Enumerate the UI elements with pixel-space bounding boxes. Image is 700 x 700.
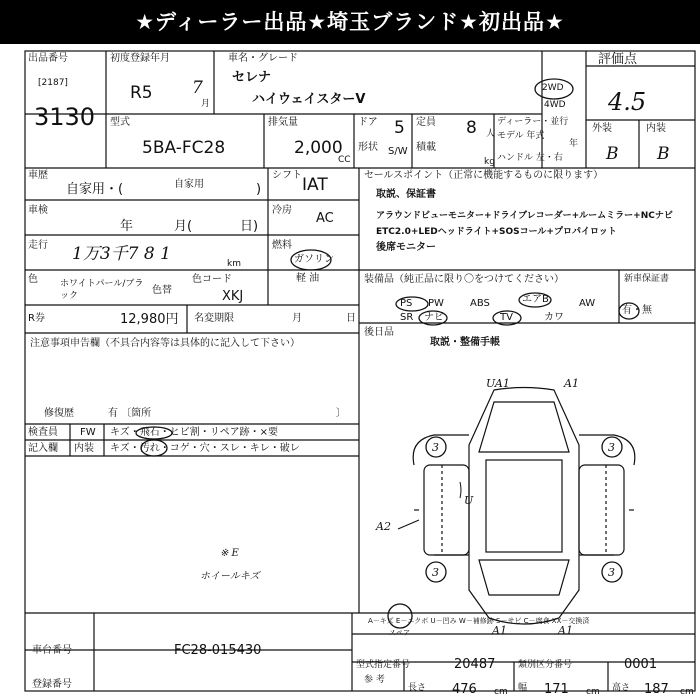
- vehicle-diagram: [413, 388, 635, 625]
- drive-4wd: 4WD: [544, 100, 566, 110]
- km-unit: km: [227, 259, 241, 269]
- first-reg-era: R5: [130, 83, 153, 103]
- grade-label: 評価点: [598, 52, 638, 67]
- equip-aw: AW: [579, 298, 596, 309]
- sales-points-label: セールスポイント（正常に機能するものに限ります）: [364, 170, 604, 181]
- height-unit: cm: [680, 687, 694, 697]
- diagram-code-front-left: UA1: [486, 377, 510, 390]
- chassis-label: 車台番号: [32, 645, 72, 656]
- type-number-label: 型式指定番号: [356, 660, 411, 670]
- inspection-year: 年: [120, 219, 134, 234]
- inspection-day: 日): [240, 219, 259, 234]
- inspection-month: 月(: [174, 219, 193, 234]
- sales-point-3: ETC2.0+LEDヘッドライト+SOSコール+プロパイロット: [376, 227, 617, 237]
- kg-unit: kg: [484, 157, 495, 167]
- repair-history-close: 〕: [336, 408, 346, 419]
- drive-2wd: 2WD: [542, 83, 564, 93]
- length-label: 長さ: [408, 683, 427, 693]
- shift-label: シフト: [272, 170, 302, 181]
- ac-value: AC: [316, 211, 334, 226]
- width-value: 171: [544, 682, 569, 697]
- inspector-note-1: ※ E: [220, 548, 239, 559]
- cc-unit: CC: [338, 155, 351, 165]
- equip-navi: ナビ: [424, 312, 444, 323]
- capacity: 8: [466, 118, 477, 138]
- color-code-label: 色コード: [192, 274, 232, 285]
- doors: 5: [394, 118, 405, 138]
- car-name: セレナ: [232, 70, 272, 85]
- diagram-code-rr-wheel: 3: [608, 566, 615, 579]
- color-code: XKJ: [222, 289, 244, 304]
- tax-deadline-label: 名変期限: [194, 313, 234, 324]
- ac-label: 冷房: [272, 205, 292, 216]
- after-items-label: 後日品: [364, 327, 394, 338]
- diagram-code-rear-left: A1: [492, 624, 507, 637]
- tax-day: 日: [346, 313, 356, 324]
- repair-history-value: 有 〔箇所: [108, 408, 152, 419]
- reference-label: 参 考: [364, 675, 385, 685]
- person-unit: 人: [486, 129, 496, 139]
- lot-small-number: [2187]: [38, 78, 68, 88]
- lot-label: 出品番号: [28, 53, 68, 64]
- car-grade: ハイウェイスターV: [252, 92, 366, 107]
- diagram-code-roof: U: [464, 494, 474, 507]
- model-label: 型式: [110, 117, 130, 128]
- model-code: 5BA-FC28: [142, 138, 226, 158]
- equip-leather: カワ: [544, 312, 564, 323]
- mileage: 1万3千7 8 1: [72, 244, 171, 264]
- shape-label: 形状: [358, 142, 378, 153]
- load-label: 積載: [416, 142, 436, 153]
- doors-label: ドア: [358, 117, 378, 128]
- car-name-label: 車名・グレード: [228, 53, 298, 64]
- length-unit: cm: [494, 687, 508, 697]
- body-type: 自家用・(: [66, 182, 124, 197]
- defect-row-2: キズ・汚れ・コゲ・穴・スレ・キレ・破レ: [110, 443, 300, 454]
- shape: S/W: [388, 146, 408, 157]
- inspector-label: 検査員: [28, 427, 58, 438]
- body-type-value: 自家用: [174, 179, 204, 190]
- equip-pw: PW: [428, 298, 444, 309]
- first-reg-month: 7: [192, 78, 203, 98]
- height-label: 高さ: [612, 683, 631, 693]
- notes-label: 注意事項申告欄（不具合内容等は具体的に記入して下さい）: [30, 338, 300, 349]
- equip-tv: TV: [500, 312, 513, 323]
- repair-history-label: 修復歴: [44, 408, 74, 419]
- displacement-label: 排気量: [268, 117, 298, 128]
- warranty-yes-no: 有・無: [622, 305, 652, 316]
- fw-code: FW: [80, 427, 96, 438]
- dealer-banner: ★ディーラー出品★埼玉ブランド★初出品★: [0, 0, 700, 44]
- class-number: 0001: [624, 657, 658, 672]
- diagram-code-fl-wheel: 3: [432, 441, 439, 454]
- equip-sr: SR: [400, 312, 414, 323]
- equip-airbag: エアB: [522, 294, 549, 305]
- diagram-code-front-right: A1: [564, 377, 579, 390]
- interior-label: 内装: [646, 123, 666, 134]
- shift-type: IAT: [302, 175, 328, 195]
- after-items: 取説・整備手帳: [430, 337, 500, 348]
- inspection-label: 車検: [28, 205, 48, 216]
- fuel-label: 燃料: [272, 240, 292, 251]
- displacement: 2,000: [294, 138, 343, 158]
- fuel-gasoline: ガソリン: [294, 254, 334, 265]
- inspector-note-2: ホイールキズ: [200, 571, 260, 582]
- class-number-label: 類別区分番号: [518, 660, 573, 670]
- exterior-grade: B: [606, 144, 619, 164]
- defect-row-1: キズ・飛石・ヒビ割・リペア跡・×要: [110, 427, 278, 438]
- equip-ps: PS: [400, 298, 413, 309]
- diagram-code-left-door: A2: [376, 520, 391, 533]
- color-value: ホワイトパール/ブラック: [60, 279, 144, 301]
- sales-point-1: 取説、保証書: [376, 189, 436, 200]
- new-car-warranty-label: 新車保証書: [624, 274, 670, 284]
- model-year-label: モデル 年式: [497, 131, 545, 141]
- diagram-code-fr-wheel: 3: [608, 441, 615, 454]
- interior-code: 内装: [74, 443, 94, 454]
- type-number: 20487: [454, 657, 496, 672]
- height-value: 187: [644, 682, 669, 697]
- equipment-label: 装備品（純正品に限り〇をつけてください）: [364, 274, 564, 285]
- body-type-close: ): [256, 182, 262, 197]
- auction-sheet: [24, 50, 696, 698]
- lot-number: 3130: [34, 103, 96, 131]
- entry-label: 記入欄: [28, 443, 58, 454]
- diagram-code-rl-wheel: 3: [432, 566, 439, 579]
- first-reg-label: 初度登録年月: [110, 53, 170, 64]
- defect-legend: A－キズ E－エクボ U－凹み W－補修跡 S－サビ C－腐食 XX－交換済: [368, 617, 590, 625]
- year-suffix: 年: [569, 139, 579, 149]
- registration-label: 登録番号: [32, 679, 72, 690]
- interior-grade: B: [657, 144, 670, 164]
- width-unit: cm: [586, 687, 600, 697]
- spare-tire-label: スペア: [389, 629, 410, 637]
- month-unit: 月: [201, 99, 211, 109]
- exterior-label: 外装: [592, 123, 612, 134]
- tax-label: R券: [28, 313, 45, 324]
- capacity-label: 定員: [416, 117, 436, 128]
- sales-point-4: 後席モニター: [376, 242, 436, 253]
- chassis-number: FC28-015430: [174, 643, 262, 658]
- dealer-label: ディーラー・並行: [497, 117, 569, 127]
- body-type-label: 車歴: [28, 170, 48, 181]
- mileage-label: 走行: [28, 240, 48, 251]
- tax-month: 月: [292, 313, 302, 324]
- handle-label: ハンドル 左・右: [497, 153, 563, 163]
- width-label: 幅: [518, 683, 528, 693]
- color-change-label: 色替: [152, 285, 172, 296]
- fuel-diesel: 軽 油: [296, 273, 320, 284]
- color-label: 色: [28, 274, 38, 285]
- diagram-code-rear-right: A1: [558, 624, 573, 637]
- auction-score: 4.5: [608, 88, 647, 116]
- tax-amount: 12,980円: [120, 312, 179, 327]
- equip-abs: ABS: [470, 298, 490, 309]
- sales-point-2: アラウンドビューモニター+ドライブレコーダー+ルームミラー+NCナビ: [376, 211, 673, 221]
- length-value: 476: [452, 682, 477, 697]
